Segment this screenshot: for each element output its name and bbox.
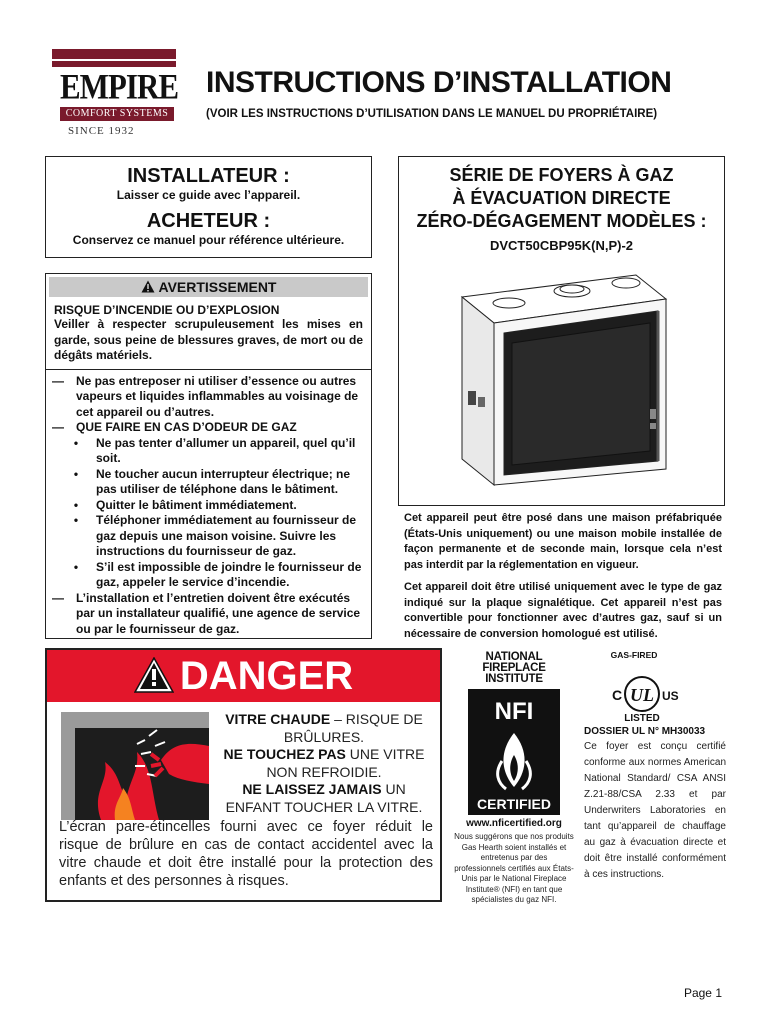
- warning-subitem: [52, 436, 365, 467]
- buyer-heading: ACHETEUR :: [146, 210, 271, 232]
- bullet-marker: •: [73, 559, 79, 574]
- nfi-logo-text: NFI: [494, 698, 534, 725]
- ul-listed-logo: [598, 660, 708, 722]
- nfi-org-line: NATIONAL: [485, 651, 543, 663]
- page-subtitle: (VOIR LES INSTRUCTIONS D’UTILISATION DANS LE MANUEL DU PROPRIÉTAIRE): [206, 108, 658, 120]
- warning-item-text: Téléphoner immédiatement au fournisseur de gaz depuis une maison voisine. Suivre les instructions du fournisseur de gaz.: [96, 513, 357, 558]
- installer-heading: INSTALLATEUR :: [127, 165, 290, 187]
- warning-subitem: [52, 513, 365, 560]
- warning-item-text: Ne pas tenter d’allumer un appareil, quel qu’il soit.: [96, 435, 356, 465]
- danger-header: [47, 650, 440, 702]
- page-number: Page 1: [683, 986, 722, 1000]
- bullet-marker: •: [73, 513, 79, 527]
- nfi-certified-text: CERTIFIED: [477, 796, 551, 812]
- ul-dossier-number: DOSSIER UL N° MH30033: [584, 726, 706, 737]
- info-paragraph: Cet appareil peut être posé dans une maison préfabriquée (États-Unis uniquement) ou une maison mobile installée de façon permanente et de seconde main, lorsque cela n’est pas interdit par la réglementation en vigueur.: [404, 512, 722, 571]
- warning-item-text: L’installation et l’entretien doivent être exécutés par un installateur qualifié, une agence de service ou par le fournisseur de gaz.: [76, 590, 361, 636]
- info-paragraph: Cet appareil doit être utilisé uniquement avec le type de gaz indiqué sur la plaque signalétique. Cet appareil n’est pas convertible pour fonctionner avec d’autres gaz, sauf si un nécessaire de conversion homologué est utilisé.: [404, 581, 722, 640]
- nfi-org-line: FIREPLACE: [482, 662, 546, 674]
- hot-glass-rest: – RISQUE DE BRÛLURES.: [283, 711, 423, 745]
- nfi-org-line: INSTITUTE: [485, 673, 543, 685]
- logo-tagline: COMFORT SYSTEMS: [60, 107, 174, 121]
- danger-triangle-icon: [134, 657, 174, 693]
- warning-item-text: S’il est impossible de joindre le fournisseur de gaz, appeler le service d’incendie.: [96, 559, 362, 589]
- warning-item-text: Quitter le bâtiment immédiatement.: [96, 497, 297, 512]
- no-child-rest: UN ENFANT TOUCHER LA VITRE.: [225, 781, 423, 815]
- dash-marker: —: [52, 373, 64, 388]
- gas-fired-label: GAS-FIRED: [610, 650, 658, 660]
- empire-logo: [46, 45, 176, 137]
- warning-box: [45, 273, 372, 639]
- hot-glass-burn-illustration: [61, 712, 209, 820]
- info-paragraphs: [404, 511, 722, 642]
- logo-bar: [52, 49, 176, 59]
- warning-list: [46, 374, 371, 638]
- ul-mark-text: UL: [630, 685, 654, 705]
- series-box: [398, 156, 725, 506]
- dash-marker: —: [52, 420, 64, 434]
- page-title: INSTRUCTIONS D’INSTALLATION: [206, 66, 672, 99]
- divider: [46, 369, 371, 370]
- no-child-bold: NE LAISSEZ JAMAIS: [242, 781, 382, 797]
- model-number: DVCT50CBP95K(N,P)-2: [489, 238, 634, 253]
- warning-item: [52, 420, 365, 436]
- warning-triangle-icon: [141, 280, 155, 293]
- installer-text: Laisser ce guide avec l’appareil.: [116, 188, 301, 202]
- danger-header-text: DANGER: [179, 654, 354, 698]
- buyer-text: Conservez ce manuel pour référence ultérieure.: [72, 233, 345, 247]
- ul-certification: [582, 650, 726, 883]
- warning-item-text: QUE FAIRE EN CAS D’ODEUR DE GAZ: [76, 420, 297, 434]
- warning-subitem: [52, 467, 365, 498]
- warning-title: RISQUE D’INCENDIE OU D’EXPLOSION: [54, 303, 280, 317]
- logo-since: SINCE 1932: [68, 125, 135, 137]
- nfi-url: www.nficertified.org: [466, 818, 562, 829]
- hot-glass-bold: VITRE CHAUDE: [225, 711, 331, 727]
- warning-item-text: Ne toucher aucun interrupteur électrique; ne pas utiliser de téléphone dans le bâtiment.: [96, 466, 351, 496]
- ul-listed-text: LISTED: [624, 713, 660, 722]
- danger-paragraph: L’écran pare-étincelles fourni avec ce foyer réduit le risque de brûlure en cas de contact accidentel avec la vitre chaude et doit être installé pour la protection des enfants et des personnes à risques.: [59, 819, 433, 889]
- series-line-1: SÉRIE DE FOYERS À GAZ: [449, 165, 674, 185]
- bullet-marker: •: [73, 466, 79, 481]
- no-touch-bold: NE TOUCHEZ PAS: [223, 746, 346, 762]
- nfi-certification: [454, 652, 574, 906]
- logo-brand-name: EMPIRE: [60, 66, 178, 107]
- warning-intro: Veiller à respecter scrupuleusement les mises en garde, sous peine de blessures graves, de mort ou de dégâts matériels.: [54, 317, 363, 362]
- warning-subitem: [52, 560, 365, 591]
- nfi-description: Nous suggérons que nos produits Gas Hearth soient installés et entretenus par des professionnels certifiés aux États-Unis par le National Fireplace Institute® (NFI) en tant que spécialistes du gaz NFI.: [454, 832, 574, 904]
- fireplace-illustration: [454, 273, 669, 495]
- warning-item: [52, 374, 365, 421]
- bullet-marker: •: [73, 497, 79, 512]
- danger-box: [45, 648, 442, 902]
- bullet-marker: •: [73, 435, 79, 450]
- series-line-3: ZÉRO-DÉGAGEMENT MODÈLES :: [416, 211, 707, 231]
- warning-item: [52, 591, 365, 638]
- installer-box: [45, 156, 372, 258]
- no-touch-rest: UNE VITRE NON REFROIDIE.: [266, 746, 425, 780]
- ul-c-text: C: [612, 687, 623, 703]
- warning-subitem: [52, 498, 365, 514]
- danger-warning-text: [215, 711, 433, 816]
- series-line-2: À ÉVACUATION DIRECTE: [452, 188, 671, 208]
- dash-marker: —: [52, 590, 64, 605]
- ul-us-text: US: [662, 689, 679, 703]
- warning-item-text: Ne pas entreposer ni utiliser d’essence ou autres vapeurs et liquides inflammables au voisinage de cet appareil ou d’autres.: [76, 373, 359, 419]
- nfi-certified-logo: [468, 689, 560, 815]
- ul-description: Ce foyer est conçu certifié conforme aux normes American National Standard/ CSA ANSI Z.21-88/CSA 2.33 et par Underwriters Laboratories en tant qu’appareil de chauffage au gaz à évacuation directe et doit être installé conformément à ces instructions.: [584, 741, 726, 880]
- warning-header-text: AVERTISSEMENT: [158, 279, 277, 295]
- warning-header: [49, 277, 368, 297]
